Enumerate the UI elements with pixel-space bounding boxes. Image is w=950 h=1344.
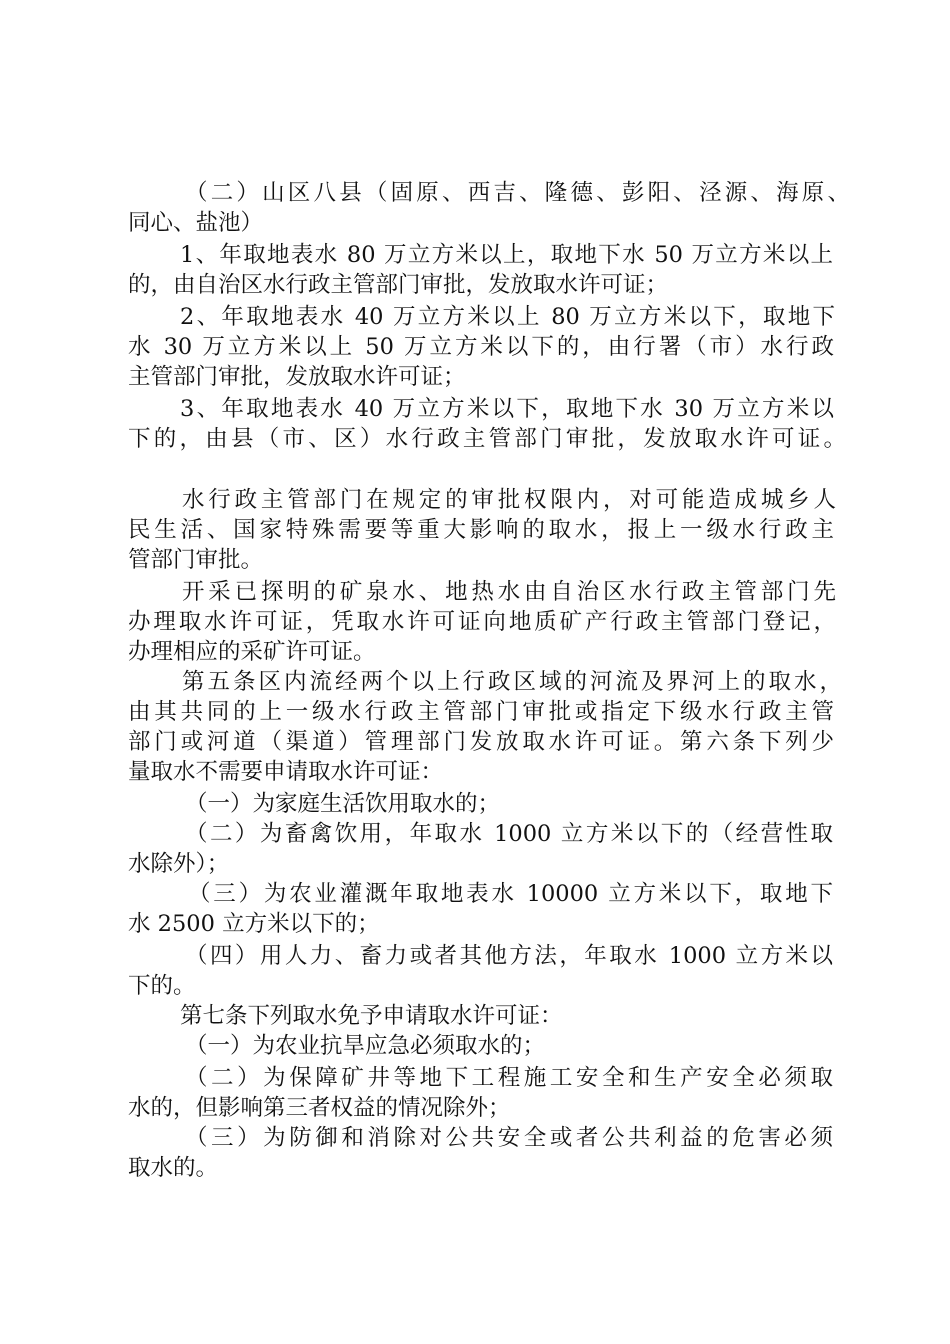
- text-line: 水 2500 立方米以下的；: [128, 911, 380, 937]
- text-line: （一）为家庭生活饮用取水的；: [185, 791, 501, 817]
- text-line: 下的，由县（市、区）水行政主管部门审批，发放取水许可证。: [128, 426, 846, 452]
- text-line: 办理相应的采矿许可证。: [128, 639, 376, 665]
- text-line: （三）为防御和消除对公共安全或者公共利益的危害必须: [185, 1125, 833, 1151]
- text-line: （二）为保障矿井等地下工程施工安全和生产安全必须取: [185, 1065, 833, 1091]
- text-line: 开采已探明的矿泉水、地热水由自治区水行政主管部门先: [182, 579, 836, 605]
- text-line: （三）为农业灌溉年取地表水 10000 立方米以下，取地下: [188, 881, 833, 907]
- text-line: 主管部门审批，发放取水许可证；: [128, 364, 466, 390]
- text-line: （一）为农业抗旱应急必须取水的；: [185, 1033, 546, 1059]
- text-line: （二）为畜禽饮用，年取水 1000 立方米以下的（经营性取: [185, 821, 833, 847]
- text-line: 3、年取地表水 40 万立方米以下，取地下水 30 万立方米以: [180, 396, 834, 422]
- text-line: 由其共同的上一级水行政主管部门审批或指定下级水行政主管: [128, 699, 834, 725]
- text-line: 量取水不需要申请取水许可证：: [128, 759, 444, 785]
- text-line: （二）山区八县（固原、西吉、隆德、彭阳、泾源、海原、: [185, 180, 850, 206]
- text-line: 第五条区内流经两个以上行政区域的河流及界河上的取水，: [182, 669, 842, 695]
- text-line: 1、年取地表水 80 万立方米以上，取地下水 50 万立方米以上: [180, 242, 833, 268]
- text-line: 水 30 万立方米以上 50 万立方米以下的，由行署（市）水行政: [128, 334, 834, 360]
- text-line: 办理取水许可证，凭取水许可证向地质矿产行政主管部门登记，: [128, 609, 836, 635]
- text-line: 同心、盐池）: [128, 210, 264, 236]
- text-line: 水行政主管部门在规定的审批权限内，对可能造成城乡人: [182, 487, 836, 513]
- text-line: 的，由自治区水行政主管部门审批，发放取水许可证；: [128, 272, 669, 298]
- text-line: 2、年取地表水 40 万立方米以上 80 万立方米以下，取地下: [180, 304, 835, 330]
- text-line: 下的。: [128, 973, 196, 999]
- text-line: 管部门审批。: [128, 547, 264, 573]
- text-line: 部门或河道（渠道）管理部门发放取水许可证。第六条下列少: [128, 729, 834, 755]
- text-line: 水除外）；: [128, 851, 230, 877]
- text-line: 水的，但影响第三者权益的情况除外；: [128, 1095, 511, 1121]
- text-line: 民生活、国家特殊需要等重大影响的取水，报上一级水行政主: [128, 517, 834, 543]
- text-line: 取水的。: [128, 1155, 219, 1181]
- text-line: （四）用人力、畜力或者其他方法，年取水 1000 立方米以: [185, 943, 833, 969]
- text-line: 第七条下列取水免予申请取水许可证：: [180, 1003, 563, 1029]
